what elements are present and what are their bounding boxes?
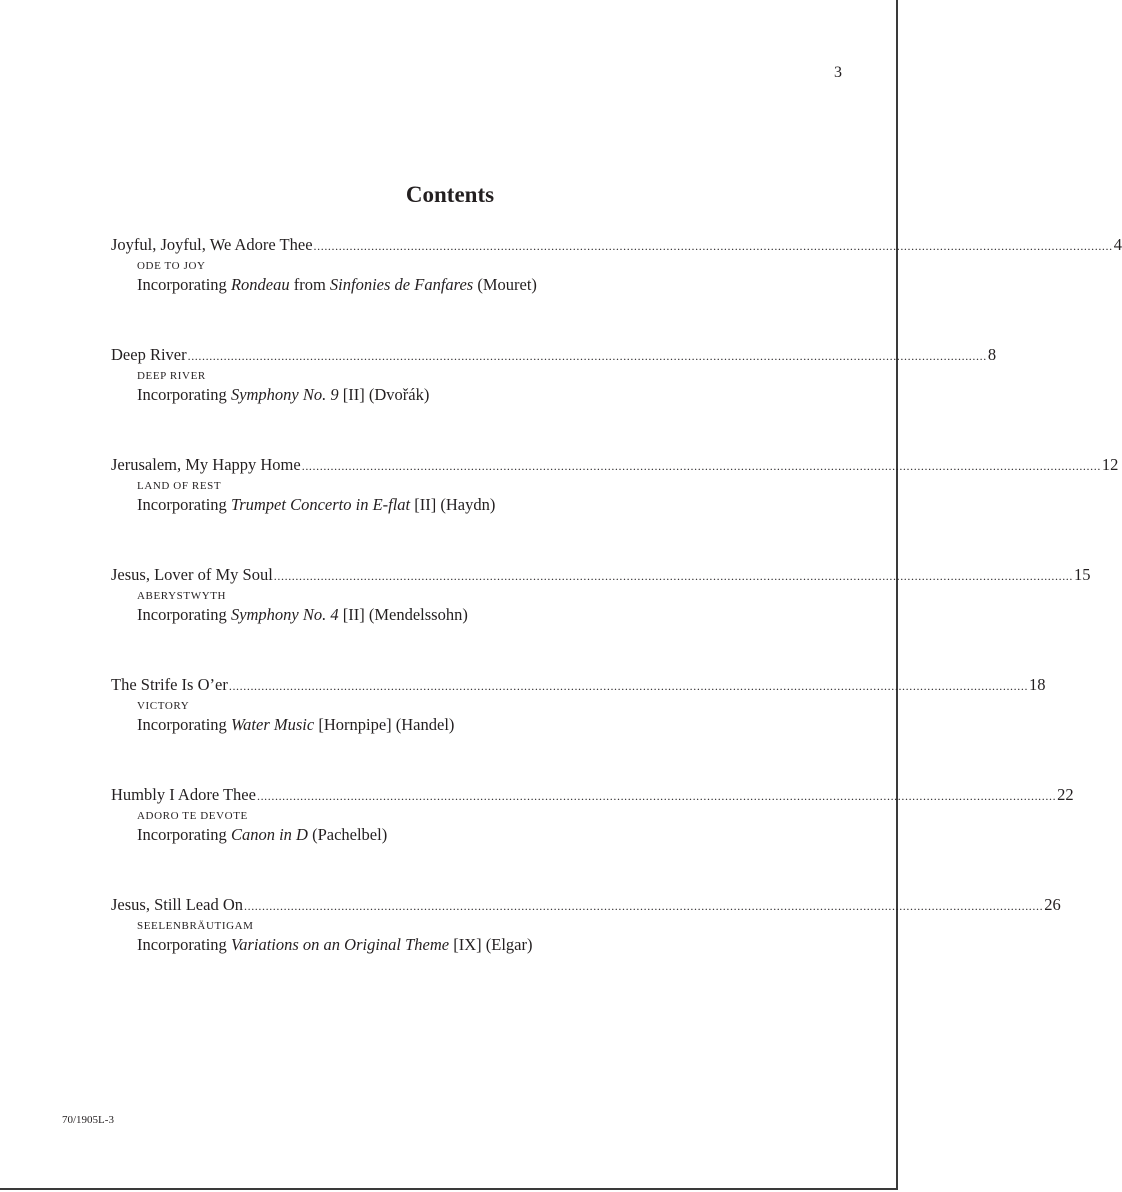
entry-title: The Strife Is O’er xyxy=(111,675,228,694)
entry-page-number: 18 xyxy=(1029,675,1046,694)
tune-name: ODE TO JOY xyxy=(137,260,206,272)
incorporating-line xyxy=(137,384,787,406)
entry-line[interactable] xyxy=(111,784,1074,807)
incorporating-suffix: [IX] (Elgar) xyxy=(449,935,533,954)
entry-title: Jerusalem, My Happy Home xyxy=(111,455,301,474)
incorporating-prefix: Incorporating xyxy=(137,275,231,294)
incorporating-prefix: Incorporating xyxy=(137,385,231,404)
dot-leader: .............................................................................................................................................................................................................................. xyxy=(228,679,1029,693)
contents-entry xyxy=(111,344,997,454)
tune-name: VICTORY xyxy=(137,700,190,712)
tune-name: LAND OF REST xyxy=(137,480,222,492)
incorporating-line xyxy=(137,274,787,296)
entry-title: Jesus, Lover of My Soul xyxy=(111,565,273,584)
work-title: Variations on an Original Theme xyxy=(230,935,450,954)
dot-leader: .............................................................................................................................................................................................................................. xyxy=(313,239,1113,253)
contents-entry xyxy=(111,784,1074,894)
incorporating-prefix: Incorporating xyxy=(137,495,231,514)
entry-title: Jesus, Still Lead On xyxy=(111,895,243,914)
dot-leader: .............................................................................................................................................................................................................................. xyxy=(301,459,1101,473)
entry-line[interactable] xyxy=(111,894,1061,917)
catalog-number: 70/1905L-3 xyxy=(62,1114,114,1126)
incorporating-suffix: (Pachelbel) xyxy=(307,825,388,844)
entry-line[interactable] xyxy=(111,234,1122,257)
work-title: Symphony No. 9 xyxy=(230,385,339,404)
tune-name: ABERYSTWYTH xyxy=(137,590,227,602)
dot-leader: .............................................................................................................................................................................................................................. xyxy=(256,789,1057,803)
entry-page-number: 15 xyxy=(1074,565,1091,584)
incorporating-mid: from xyxy=(289,275,330,294)
entry-page-number: 22 xyxy=(1057,785,1074,804)
incorporating-prefix: Incorporating xyxy=(137,935,231,954)
incorporating-suffix: [II] (Mendelssohn) xyxy=(338,605,468,624)
entry-page-number: 4 xyxy=(1113,235,1122,254)
entry-page-number: 12 xyxy=(1101,455,1119,474)
incorporating-suffix: (Mouret) xyxy=(473,275,537,294)
incorporating-line xyxy=(137,824,787,846)
incorporating-prefix: Incorporating xyxy=(137,825,231,844)
incorporating-line xyxy=(137,494,787,516)
incorporating-prefix: Incorporating xyxy=(137,605,231,624)
dot-leader: .............................................................................................................................................................................................................................. xyxy=(273,569,1073,583)
dot-leader: .............................................................................................................................................................................................................................. xyxy=(244,899,1044,913)
page-title: Contents xyxy=(405,182,495,207)
tune-name: ADORO TE DEVOTE xyxy=(137,810,248,822)
entry-line[interactable] xyxy=(111,344,997,367)
incorporating-line xyxy=(137,604,787,626)
work-title: Canon in D xyxy=(230,825,308,844)
contents-entry xyxy=(111,674,1046,784)
dot-leader: .............................................................................................................................................................................................................................. xyxy=(187,349,987,363)
entry-line[interactable] xyxy=(111,564,1091,587)
incorporating-suffix: [II] (Haydn) xyxy=(410,495,496,514)
incorporating-line xyxy=(137,934,787,956)
incorporating-prefix: Incorporating xyxy=(137,715,231,734)
entry-title: Joyful, Joyful, We Adore Thee xyxy=(111,235,313,254)
tune-name: DEEP RIVER xyxy=(137,370,206,382)
page-number: 3 xyxy=(834,64,842,81)
incorporating-suffix: [II] (Dvořák) xyxy=(338,385,430,404)
contents-entry xyxy=(111,894,1061,1004)
entry-line[interactable] xyxy=(111,454,1119,477)
work-title: Symphony No. 4 xyxy=(230,605,339,624)
work-title: Rondeau xyxy=(230,275,290,294)
entry-title: Deep River xyxy=(111,345,187,364)
contents-list xyxy=(111,234,1122,1004)
work-title: Water Music xyxy=(230,715,315,734)
work-title-secondary: Sinfonies de Fanfares xyxy=(329,275,474,294)
entry-title: Humbly I Adore Thee xyxy=(111,785,256,804)
contents-entry xyxy=(111,454,1119,564)
entry-line[interactable] xyxy=(111,674,1046,697)
tune-name: SEELENBRÄUTIGAM xyxy=(137,920,254,932)
incorporating-line xyxy=(137,714,787,736)
entry-page-number: 8 xyxy=(987,345,997,364)
incorporating-suffix: [Hornpipe] (Handel) xyxy=(314,715,455,734)
contents-entry xyxy=(111,564,1091,674)
entry-page-number: 26 xyxy=(1044,895,1061,914)
work-title: Trumpet Concerto in E-flat xyxy=(230,495,411,514)
contents-entry xyxy=(111,234,1122,344)
